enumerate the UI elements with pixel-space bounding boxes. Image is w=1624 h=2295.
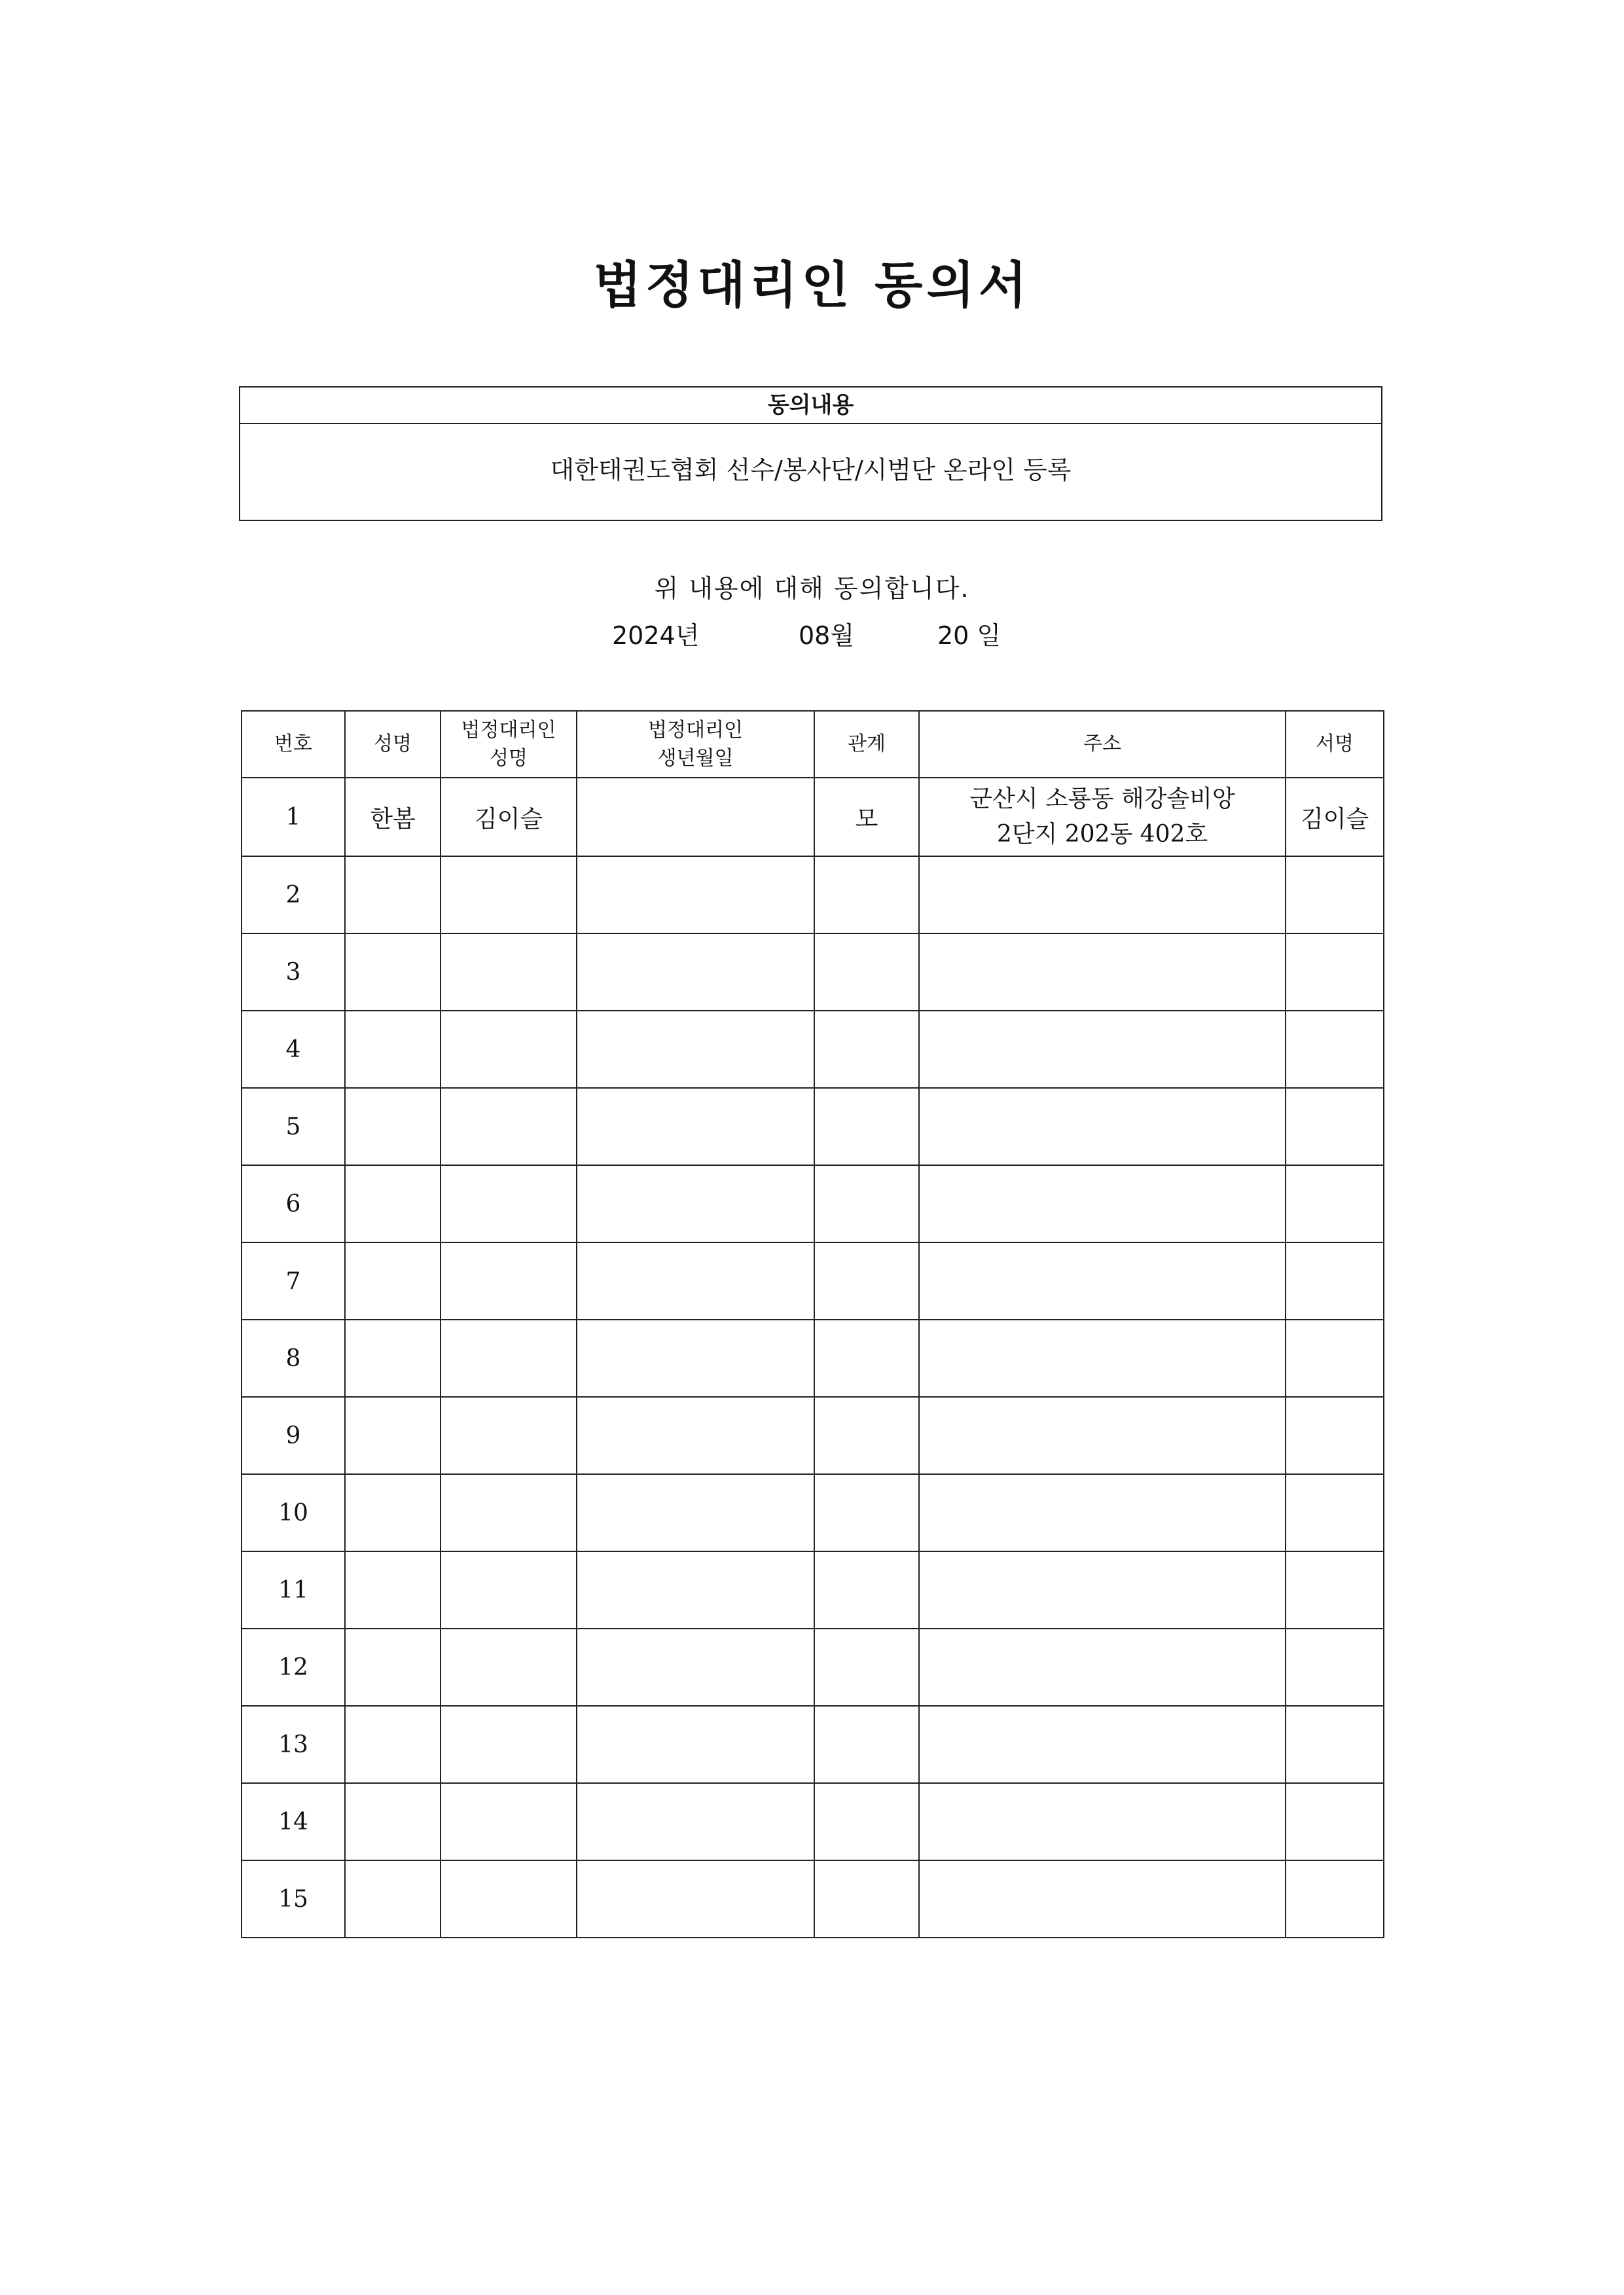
table-row — [242, 1242, 1384, 1320]
cell-address — [919, 778, 1286, 856]
cell-no: 13 — [242, 1706, 345, 1783]
cell-relation — [814, 1629, 919, 1706]
cell-relation — [814, 1706, 919, 1783]
agreement-statement: 위 내용에 대해 동의합니다. — [654, 574, 970, 603]
cell-relation — [814, 1783, 919, 1860]
cell-signature — [1286, 1783, 1384, 1860]
cell-name — [345, 856, 441, 933]
cell-no: 8 — [242, 1320, 345, 1397]
cell-relation — [814, 1165, 919, 1242]
cell-guardian-birth — [577, 1397, 814, 1474]
cell-guardian-name: 김이슬 — [441, 778, 577, 856]
cell-name — [345, 1474, 441, 1551]
header-guardian-birth-line2: 생년월일 — [657, 747, 734, 770]
cell-guardian-name — [441, 1860, 577, 1938]
cell-address — [919, 1397, 1286, 1474]
cell-no: 4 — [242, 1011, 345, 1088]
cell-guardian-name — [441, 1783, 577, 1860]
cell-signature — [1286, 1088, 1384, 1165]
cell-signature — [1286, 856, 1384, 933]
table-row — [242, 1474, 1384, 1551]
cell-signature — [1286, 1011, 1384, 1088]
cell-name — [345, 1165, 441, 1242]
cell-address — [919, 1551, 1286, 1629]
cell-no: 12 — [242, 1629, 345, 1706]
guardian-table — [241, 710, 1384, 1938]
cell-name — [345, 1011, 441, 1088]
cell-signature: 김이슬 — [1286, 778, 1384, 856]
cell-relation — [814, 1320, 919, 1397]
date-day: 20 일 — [937, 621, 1001, 650]
cell-guardian-birth — [577, 778, 814, 856]
header-guardian-birth — [577, 711, 814, 778]
cell-guardian-name — [441, 1397, 577, 1474]
cell-signature — [1286, 1320, 1384, 1397]
table-row — [242, 1551, 1384, 1629]
cell-guardian-name — [441, 1551, 577, 1629]
cell-address — [919, 1242, 1286, 1320]
table-row — [242, 1629, 1384, 1706]
cell-guardian-birth — [577, 1783, 814, 1860]
cell-guardian-birth — [577, 1551, 814, 1629]
table-header-row — [242, 711, 1384, 778]
cell-address — [919, 1165, 1286, 1242]
cell-relation — [814, 1860, 919, 1938]
cell-address — [919, 856, 1286, 933]
table-row — [242, 1011, 1384, 1088]
cell-relation — [814, 933, 919, 1011]
cell-guardian-name — [441, 1320, 577, 1397]
header-guardian-name-line2: 성명 — [490, 747, 528, 770]
cell-address — [919, 1629, 1286, 1706]
cell-address — [919, 1860, 1286, 1938]
cell-name — [345, 1783, 441, 1860]
cell-address — [919, 1706, 1286, 1783]
cell-guardian-name — [441, 1242, 577, 1320]
cell-relation — [814, 1088, 919, 1165]
cell-guardian-name — [441, 1474, 577, 1551]
cell-signature — [1286, 1474, 1384, 1551]
consent-content: 대한태권도협회 선수/봉사단/시범단 온라인 등록 — [550, 456, 1072, 484]
table-row — [242, 1088, 1384, 1165]
cell-no: 9 — [242, 1397, 345, 1474]
cell-guardian-name — [441, 1011, 577, 1088]
cell-guardian-birth — [577, 856, 814, 933]
consent-header: 동의내용 — [240, 388, 1381, 424]
cell-guardian-name — [441, 933, 577, 1011]
table-row — [242, 1165, 1384, 1242]
date-year: 2024년 — [612, 621, 700, 650]
cell-signature — [1286, 1242, 1384, 1320]
cell-address — [919, 1783, 1286, 1860]
cell-no: 6 — [242, 1165, 345, 1242]
header-address: 주소 — [919, 711, 1286, 778]
document-title: 법정대리인 동의서 — [593, 256, 1031, 314]
header-signature: 서명 — [1286, 711, 1384, 778]
cell-name — [345, 1706, 441, 1783]
table-row — [242, 1320, 1384, 1397]
cell-name — [345, 933, 441, 1011]
cell-address-line1: 군산시 소룡동 해강솔비앙 — [969, 786, 1235, 812]
cell-guardian-birth — [577, 1320, 814, 1397]
cell-no: 1 — [242, 778, 345, 856]
cell-relation — [814, 1551, 919, 1629]
header-relation: 관계 — [814, 711, 919, 778]
cell-guardian-birth — [577, 1706, 814, 1783]
cell-signature — [1286, 1551, 1384, 1629]
table-row — [242, 1706, 1384, 1783]
header-name: 성명 — [345, 711, 441, 778]
table-row — [242, 778, 1384, 856]
cell-guardian-birth — [577, 1011, 814, 1088]
cell-signature — [1286, 1165, 1384, 1242]
header-guardian-birth-line1: 법정대리인 — [648, 718, 743, 742]
cell-signature — [1286, 1629, 1384, 1706]
cell-no: 11 — [242, 1551, 345, 1629]
cell-no: 10 — [242, 1474, 345, 1551]
table-row — [242, 856, 1384, 933]
header-guardian-name — [441, 711, 577, 778]
cell-guardian-birth — [577, 933, 814, 1011]
cell-no: 14 — [242, 1783, 345, 1860]
cell-name: 한봄 — [345, 778, 441, 856]
cell-no: 2 — [242, 856, 345, 933]
cell-signature — [1286, 1706, 1384, 1783]
cell-no: 5 — [242, 1088, 345, 1165]
cell-address — [919, 933, 1286, 1011]
cell-relation — [814, 1242, 919, 1320]
cell-guardian-birth — [577, 1242, 814, 1320]
cell-address — [919, 1320, 1286, 1397]
cell-guardian-birth — [577, 1629, 814, 1706]
cell-guardian-birth — [577, 1088, 814, 1165]
cell-name — [345, 1397, 441, 1474]
cell-guardian-name — [441, 1165, 577, 1242]
cell-name — [345, 1088, 441, 1165]
header-no: 번호 — [242, 711, 345, 778]
cell-signature — [1286, 1397, 1384, 1474]
cell-guardian-birth — [577, 1474, 814, 1551]
cell-name — [345, 1551, 441, 1629]
table-row — [242, 1783, 1384, 1860]
cell-guardian-name — [441, 1088, 577, 1165]
table-row — [242, 933, 1384, 1011]
cell-no: 7 — [242, 1242, 345, 1320]
cell-no: 15 — [242, 1860, 345, 1938]
cell-name — [345, 1320, 441, 1397]
cell-name — [345, 1629, 441, 1706]
date-month: 08월 — [799, 621, 855, 650]
header-guardian-name-line1: 법정대리인 — [461, 718, 556, 742]
cell-name — [345, 1242, 441, 1320]
cell-name — [345, 1860, 441, 1938]
cell-guardian-birth — [577, 1860, 814, 1938]
cell-guardian-name — [441, 856, 577, 933]
cell-signature — [1286, 1860, 1384, 1938]
cell-relation: 모 — [814, 778, 919, 856]
cell-address-line2: 2단지 202동 402호 — [996, 821, 1208, 848]
consent-content-box — [239, 386, 1382, 521]
cell-signature — [1286, 933, 1384, 1011]
cell-guardian-name — [441, 1706, 577, 1783]
cell-address — [919, 1474, 1286, 1551]
cell-address — [919, 1088, 1286, 1165]
cell-relation — [814, 1474, 919, 1551]
cell-relation — [814, 1011, 919, 1088]
cell-relation — [814, 856, 919, 933]
table-row — [242, 1397, 1384, 1474]
cell-relation — [814, 1397, 919, 1474]
cell-no: 3 — [242, 933, 345, 1011]
cell-guardian-name — [441, 1629, 577, 1706]
table-row — [242, 1860, 1384, 1938]
cell-guardian-birth — [577, 1165, 814, 1242]
cell-address — [919, 1011, 1286, 1088]
